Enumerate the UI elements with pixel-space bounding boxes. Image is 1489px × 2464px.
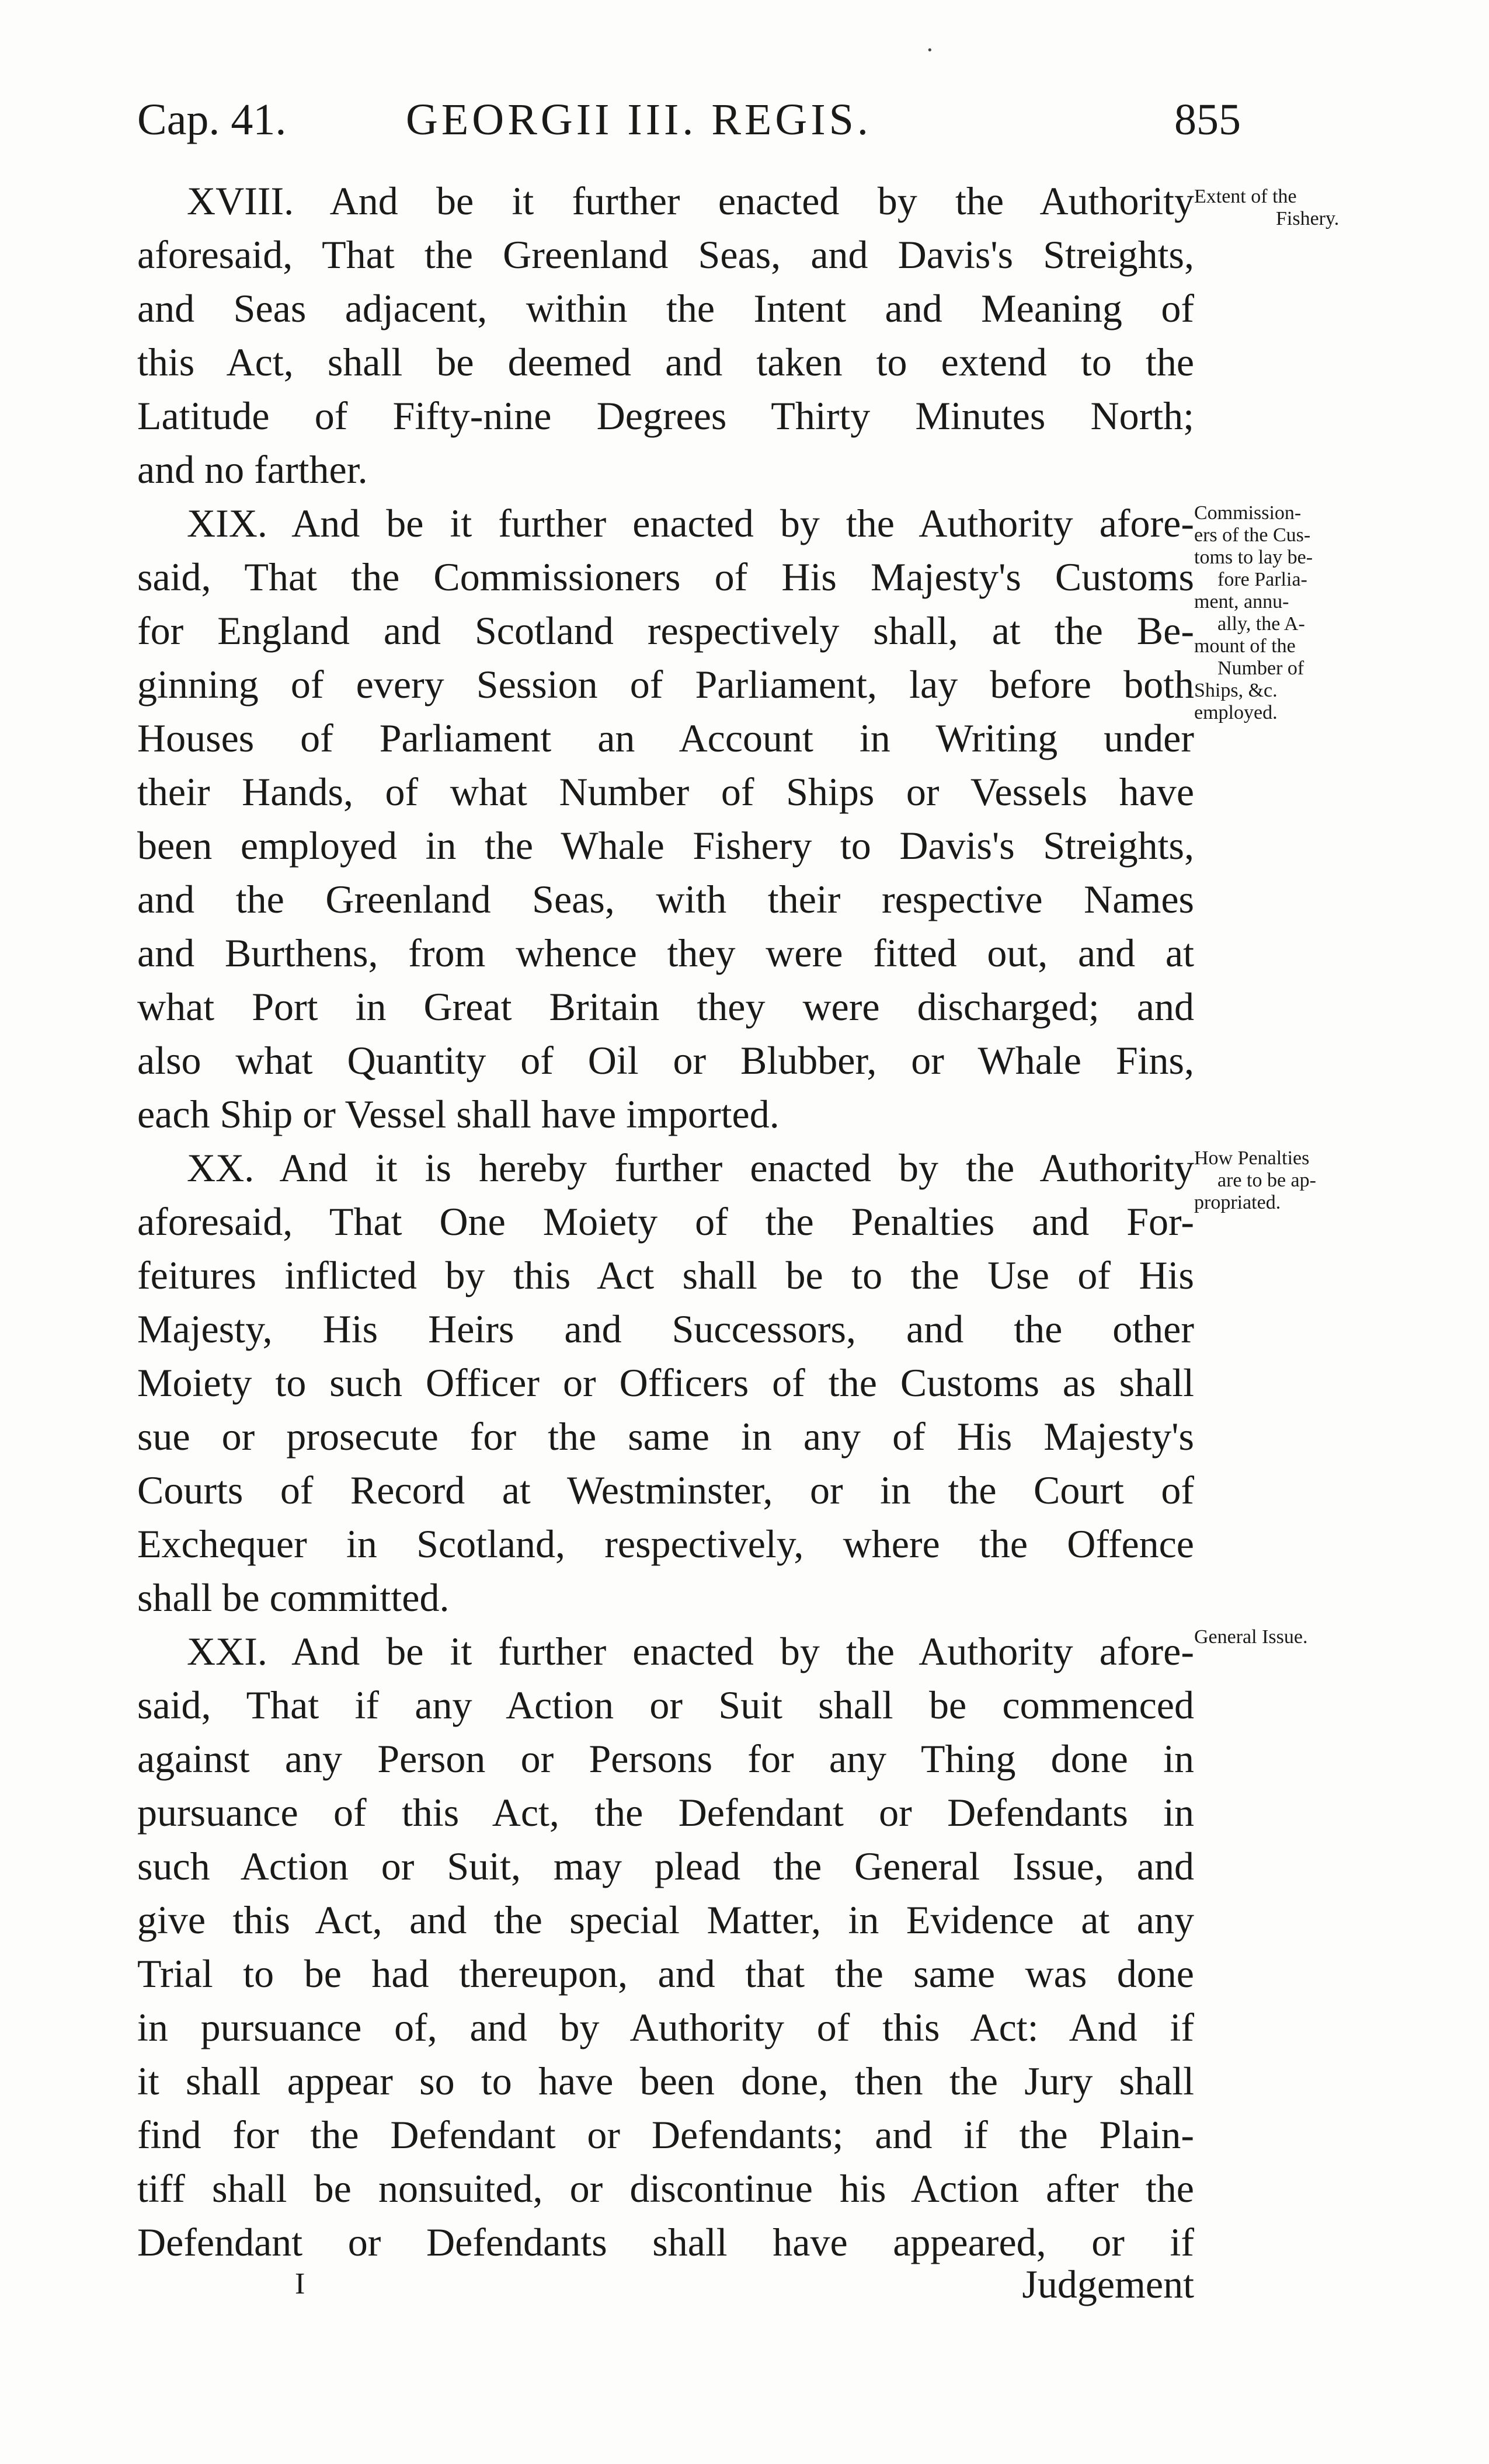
text-line: sue or prosecute for the same in any of His Majesty's — [137, 1414, 1194, 1459]
text-line: Majesty, His Heirs and Successors, and the other — [137, 1307, 1194, 1351]
text-line: XXI. And be it further enacted by the Authority afore- — [187, 1629, 1194, 1673]
text-line: shall be committed. — [137, 1575, 450, 1620]
text-line: against any Person or Persons for any Thing done in — [137, 1736, 1194, 1781]
body-text — [137, 174, 1194, 2269]
margin-note-line: Number of — [1217, 657, 1304, 679]
text-line: find for the Defendant or Defendants; and if the Plain- — [137, 2113, 1194, 2157]
text-line: Latitude of Fifty-nine Degrees Thirty Minutes North; — [137, 394, 1194, 438]
text-line: XVIII. And be it further enacted by the Authority — [187, 179, 1194, 223]
section-xix — [137, 496, 1194, 1141]
text-line: in pursuance of, and by Authority of this Act: And if — [137, 2005, 1194, 2049]
text-line: give this Act, and the special Matter, in Evidence at any — [137, 1898, 1194, 1942]
text-line: their Hands, of what Number of Ships or Vessels have — [137, 770, 1194, 814]
text-line: and the Greenland Seas, with their respective Names — [137, 877, 1194, 921]
text-line: aforesaid, That the Greenland Seas, and Davis's Streights, — [137, 232, 1194, 277]
page-footer — [137, 2257, 1194, 2311]
margin-note-line: employed. — [1194, 702, 1278, 723]
chapter-label: Cap. 41. — [137, 95, 287, 144]
text-line: each Ship or Vessel shall have imported. — [137, 1092, 780, 1136]
text-line: and Seas adjacent, within the Intent and Meaning of — [137, 286, 1194, 330]
page-number: 855 — [1174, 95, 1241, 144]
text-line: such Action or Suit, may plead the General Issue, and — [137, 1844, 1194, 1888]
margin-note-line: How Penalties — [1194, 1147, 1310, 1169]
text-line: and no farther. — [137, 447, 368, 492]
text-line: also what Quantity of Oil or Blubber, or Whale Fins, — [137, 1038, 1194, 1083]
text-line: it shall appear so to have been done, then the Jury shall — [137, 2059, 1194, 2103]
text-line: said, That the Commissioners of His Majesty's Customs — [137, 555, 1194, 599]
margin-note-line: Fishery. — [1276, 208, 1340, 229]
text-line: Defendant or Defendants shall have appeared, or if — [137, 2220, 1194, 2264]
margin-note-commissioners — [1194, 502, 1375, 724]
text-line: feitures inflicted by this Act shall be to the Use of His — [137, 1253, 1194, 1297]
margin-note-line: fore Parlia- — [1217, 569, 1307, 590]
margin-note-line: Extent of the — [1194, 186, 1297, 207]
margin-note-line: General Issue. — [1194, 1626, 1308, 1648]
text-line: and Burthens, from whence they were fitted out, and at — [137, 931, 1194, 975]
text-line: Houses of Parliament an Account in Writing under — [137, 716, 1194, 760]
margin-note-line: are to be ap- — [1217, 1170, 1316, 1191]
signature-mark: I — [295, 2267, 305, 2301]
text-line: said, That if any Action or Suit shall be commenced — [137, 1683, 1194, 1727]
running-header — [137, 88, 1241, 152]
margin-note-line: Ships, &c. — [1194, 680, 1278, 701]
text-line: XX. And it is hereby further enacted by the Authority — [187, 1146, 1194, 1190]
margin-note-extent — [1194, 186, 1375, 230]
section-xxi — [137, 1624, 1194, 2269]
text-line: been employed in the Whale Fishery to Davis's Streights, — [137, 823, 1194, 868]
section-xviii — [137, 174, 1194, 496]
margin-note-line: Commission- — [1194, 502, 1302, 524]
text-line: Moiety to such Officer or Officers of the Customs as shall — [137, 1360, 1194, 1405]
section-xx — [137, 1141, 1194, 1624]
text-line: XIX. And be it further enacted by the Authority afore- — [187, 501, 1194, 545]
margin-note-line: ers of the Cus- — [1194, 524, 1311, 546]
margin-note-line: toms to lay be- — [1194, 547, 1313, 568]
text-line: this Act, shall be deemed and taken to extend to the — [137, 340, 1194, 384]
margin-note-penalties — [1194, 1147, 1375, 1214]
margin-note-general-issue — [1194, 1626, 1375, 1648]
text-line: Trial to be had thereupon, and that the same was done — [137, 1951, 1194, 1996]
text-line: for England and Scotland respectively shall, at the Be- — [137, 608, 1194, 653]
catchword: Judgement — [1022, 2262, 1194, 2306]
margin-note-line: propriated. — [1194, 1192, 1281, 1213]
margin-note-line: mount of the — [1194, 635, 1296, 657]
running-title: GEORGII III. REGIS. — [406, 95, 872, 144]
margin-note-line: ally, the A- — [1217, 613, 1305, 635]
text-line: what Port in Great Britain they were discharged; and — [137, 984, 1194, 1029]
margin-note-line: ment, annu- — [1194, 591, 1289, 612]
text-line: aforesaid, That One Moiety of the Penalties and For- — [137, 1199, 1194, 1244]
text-line: Courts of Record at Westminster, or in the Court of — [137, 1468, 1194, 1512]
text-line: pursuance of this Act, the Defendant or Defendants in — [137, 1790, 1194, 1835]
text-line: Exchequer in Scotland, respectively, where the Offence — [137, 1522, 1194, 1566]
page-speck: · — [926, 36, 934, 64]
text-line: ginning of every Session of Parliament, lay before both — [137, 662, 1194, 707]
text-line: tiff shall be nonsuited, or discontinue his Action after the — [137, 2166, 1194, 2211]
